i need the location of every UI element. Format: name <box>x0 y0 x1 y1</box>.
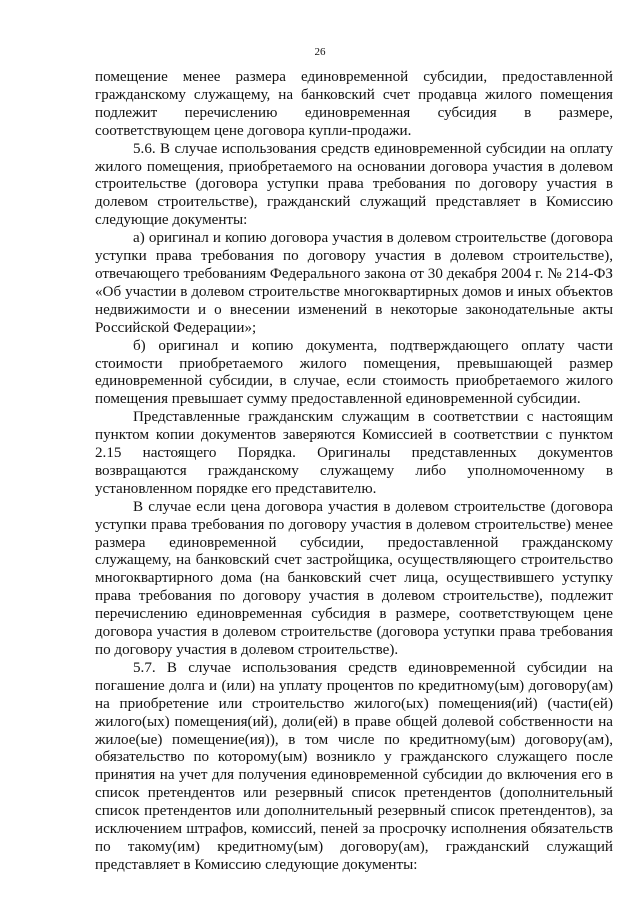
paragraph-copies-certification: Представленные гражданским служащим в соответствии с настоящим пунктом копии документов заверяются Комиссией в соответствии с пунктом 2.15 настоящего Порядка. Оригиналы представленных документов возвращаются гражданскому служащему либо уполномоченному в установленном порядке его представителю. <box>95 409 613 497</box>
paragraph-clause-5-6: 5.6. В случае использования средств единовременной субсидии на оплату жилого помещения, приобретаемого на основании договора участия в долевом строительстве (договора уступки права требования по договору участия в долевом строительстве), гражданский служащий представляет в Комиссию следующие документы: <box>95 140 613 229</box>
paragraph-item-a: а) оригинал и копию договора участия в долевом строительстве (договора уступки права требования по договору участия в долевом строительстве), отвечающего требованиям Федерального закона от 30 декабря 2004 г. № 214-ФЗ «Об участии в долевом строительстве многоквартирных домов и иных объектов недвижимости и о внесении изменений в некоторые законодательные акты Российской Федерации»; <box>95 230 613 336</box>
document-body <box>95 69 613 875</box>
page-number: 26 <box>314 46 326 58</box>
paragraph-item-b: б) оригинал и копию документа, подтверждающего оплату части стоимости приобретаемого жилого помещения, превышающей размер единовременной субсидии, в случае, если стоимость приобретаемого жилого помещения превышает сумму предоставленной единовременной субсидии. <box>95 337 613 408</box>
paragraph-clause-5-7: 5.7. В случае использования средств единовременной субсидии на погашение долга и (или) на уплату процентов по кредитному(ым) договору(ам) на приобретение или строительство жилого(ых) помещения(ий) (части(ей) жилого(ых) помещения(ий), доли(ей) в праве общей долевой собственности на жилое(ые) помещение(ия)), в том числе по кредитному(ым) договору(ам), обязательство по которому(ым) возникло у гражданского служащего после принятия на учет для получения единовременной субсидии до включения его в список претендентов или резервный список претендентов (дополнительный список претендентов или дополнительный резервный список претендентов), за исключением штрафов, комиссий, пеней за просрочку исполнения обязательств по такому(им) кредитному(ым) договору(ам), гражданский служащий представляет в Комиссию следующие документы: <box>95 659 613 873</box>
paragraph-continuation: помещение менее размера единовременной субсидии, предоставленной гражданскому служащему, на банковский счет продавца жилого помещения подлежит перечислению единовременная субсидия в размере, соответствующем цене договора купли-продажи. <box>95 69 613 139</box>
paragraph-price-less-than-subsidy: В случае если цена договора участия в долевом строительстве (договора уступки права требования по договору участия в долевом строительстве) менее размера единовременной субсидии, предоставленной гражданскому служащему, на банковский счет застройщика, осуществляющего строительство многоквартирного дома (на банковский счет лица, осуществившего уступку права требования по договору участия в долевом строительстве), подлежит перечислению единовременная субсидия в размере, соответствующем цене договора участия в долевом строительстве (договора уступки права требования по договору участия в долевом строительстве). <box>95 498 613 658</box>
